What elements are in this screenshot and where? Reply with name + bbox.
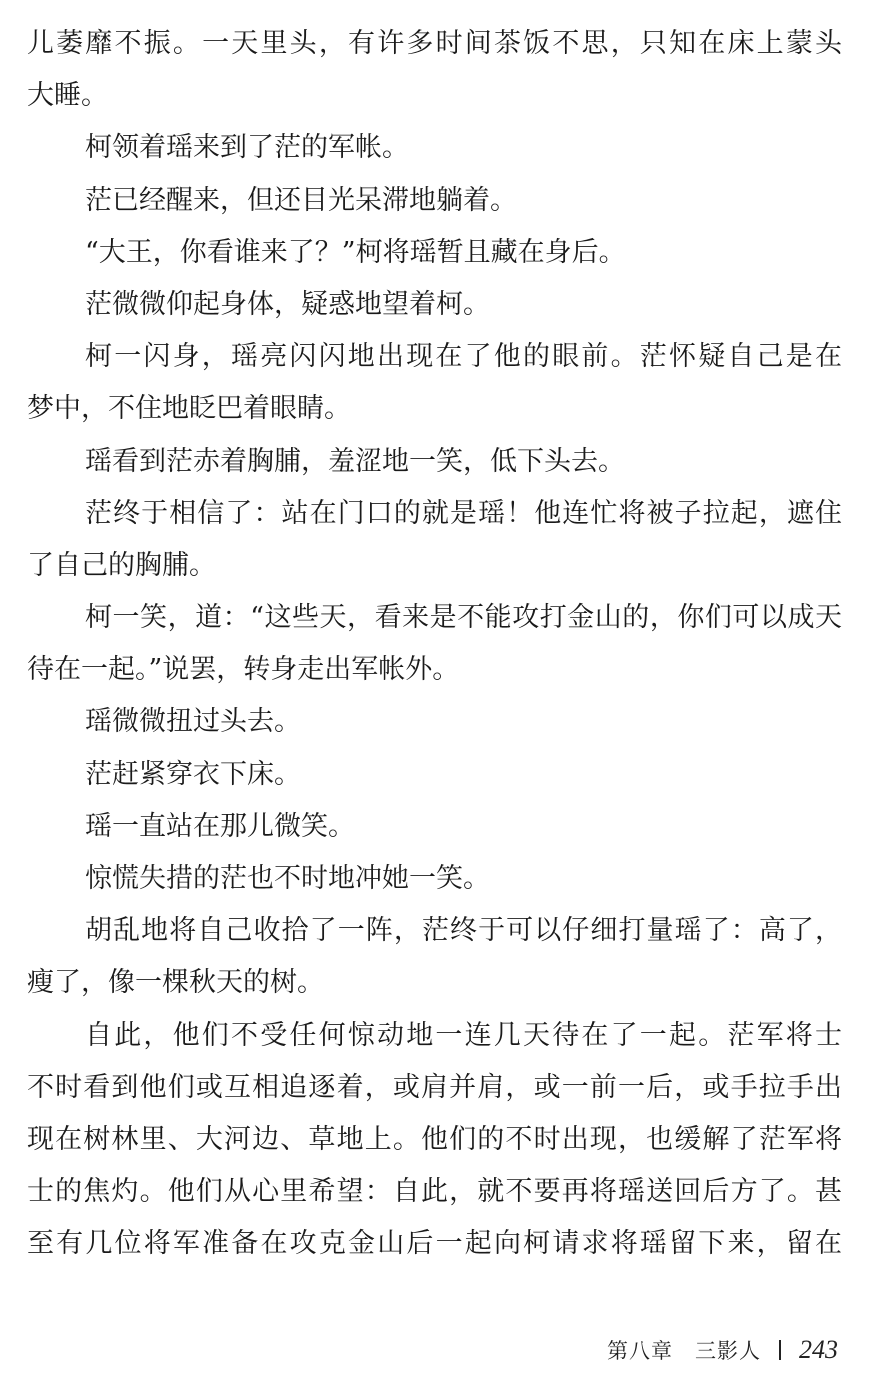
text-line: 瑶微微扭过头去。	[85, 706, 301, 738]
paragraph	[27, 905, 842, 1009]
text-line: 至有几位将军准备在攻克金山后一起向柯请求将瑶留下来，留在	[27, 1228, 842, 1260]
paragraph	[27, 227, 842, 279]
text-line: 胡乱地将自己收拾了一阵，茫终于可以仔细打量瑶了：高了，	[85, 915, 842, 947]
text-line: 梦中，不住地眨巴着眼睛。	[27, 393, 351, 425]
text-line: 茫赶紧穿衣下床。	[85, 758, 301, 790]
text-line: 大睡。	[27, 80, 108, 112]
text-line: 儿萎靡不振。一天里头，有许多时间茶饭不思，只知在床上蒙头	[27, 28, 842, 59]
text-line: 茫已经醒来，但还目光呆滞地躺着。	[85, 184, 517, 216]
text-line: 瑶一直站在那儿微笑。	[85, 810, 355, 842]
paragraph	[27, 1010, 842, 1271]
paragraph	[27, 853, 842, 905]
paragraph	[27, 18, 842, 122]
page-number: 243	[799, 1335, 838, 1364]
paragraph	[27, 696, 842, 748]
text-line: 瑶看到茫赤着胸脯，羞涩地一笑，低下头去。	[85, 445, 625, 477]
text-line: 茫终于相信了：站在门口的就是瑶！他连忙将被子拉起，遮住	[85, 497, 842, 529]
text-line: 自此，他们不受任何惊动地一连几天待在了一起。茫军将士	[85, 1019, 842, 1051]
paragraph	[27, 749, 842, 801]
paragraph	[27, 592, 842, 696]
text-line: 瘦了，像一棵秋天的树。	[27, 967, 324, 999]
paragraph	[27, 331, 842, 435]
text-line: 惊慌失措的茫也不时地冲她一笑。	[85, 863, 490, 894]
text-line: 柯一笑，道：“这些天，看来是不能攻打金山的，你们可以成天	[85, 602, 842, 634]
paragraph	[27, 436, 842, 488]
paragraph	[27, 175, 842, 227]
text-line: 待在一起。”说罢，转身走出军帐外。	[27, 654, 460, 686]
text-line: 柯领着瑶来到了茫的军帐。	[85, 132, 409, 164]
text-line: 柯一闪身，瑶亮闪闪地出现在了他的眼前。茫怀疑自己是在	[85, 341, 842, 373]
text-line: “大王，你看谁来了？”柯将瑶暂且藏在身后。	[85, 236, 626, 268]
chapter-title: 第八章 三影人	[607, 1339, 761, 1363]
text-line: 士的焦灼。他们从心里希望：自此，就不要再将瑶送回后方了。甚	[27, 1176, 842, 1208]
text-line: 了自己的胸脯。	[27, 549, 216, 581]
paragraph	[27, 488, 842, 592]
text-line: 现在树林里、大河边、草地上。他们的不时出现，也缓解了茫军将	[27, 1123, 842, 1155]
page-footer	[607, 1330, 838, 1370]
footer-divider	[779, 1340, 781, 1360]
text-line: 不时看到他们或互相追逐着，或肩并肩，或一前一后，或手拉手出	[27, 1071, 842, 1103]
paragraph	[27, 279, 842, 331]
text-line: 茫微微仰起身体，疑惑地望着柯。	[85, 288, 490, 320]
body-text	[27, 18, 842, 1271]
paragraph	[27, 122, 842, 174]
paragraph	[27, 801, 842, 853]
